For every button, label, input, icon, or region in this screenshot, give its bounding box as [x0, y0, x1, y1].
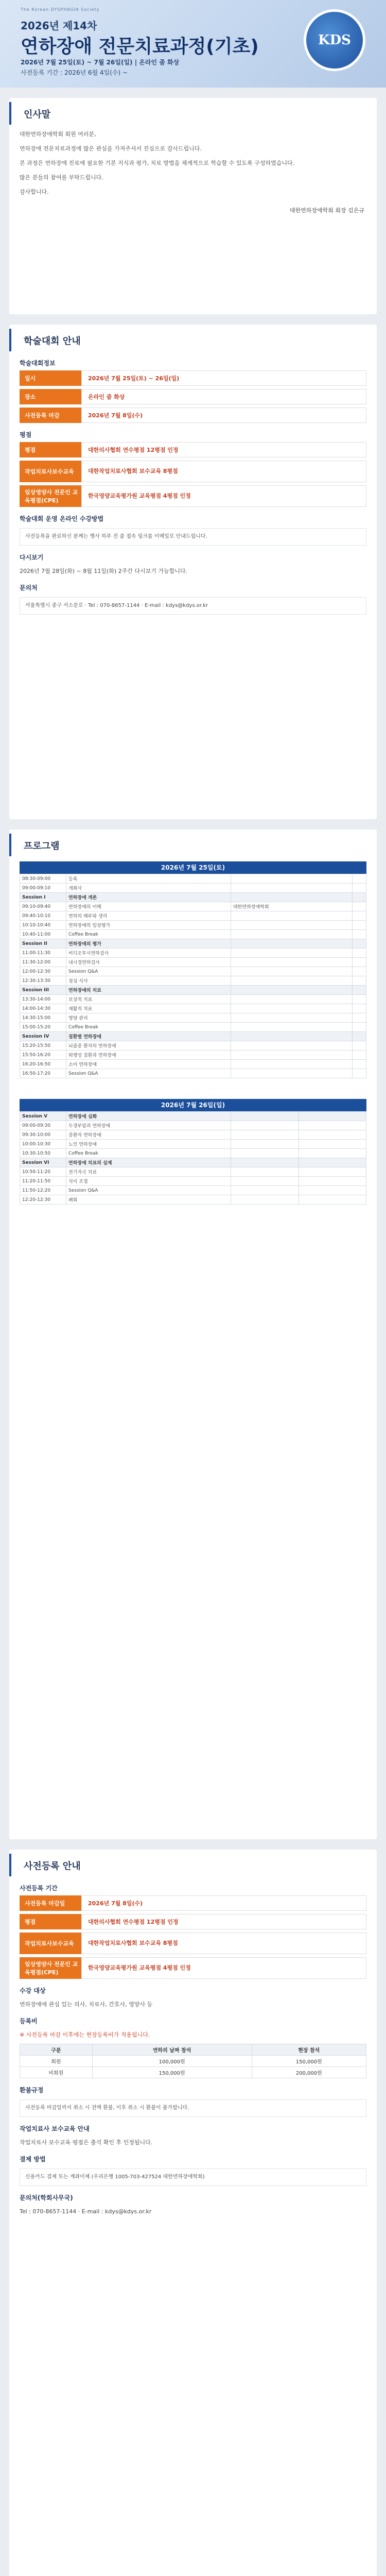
schedule-cell — [231, 1112, 299, 1121]
schedule-cell — [352, 1032, 366, 1041]
schedule-cell: 뇌졸중 환자의 연하장애 — [66, 1041, 231, 1050]
schedule-cell — [231, 1140, 299, 1149]
schedule-cell: 연하장애 심화 — [66, 1112, 231, 1121]
schedule-row — [20, 930, 366, 939]
schedule-cell — [231, 1023, 353, 1032]
schedule-cell — [231, 1060, 353, 1069]
schedule-cell: 10:00-10:30 — [20, 1140, 66, 1149]
schedule-cell — [231, 1069, 353, 1078]
banner-edition: 2026년 제14차 — [21, 20, 97, 32]
schedule-cell: 10:10-10:40 — [20, 921, 66, 930]
reg-row — [20, 1914, 366, 1929]
greeting-line: 대한연하장애학회 회원 여러분, — [20, 131, 96, 138]
schedule-row — [20, 1023, 366, 1032]
contact-heading: 문의처 — [20, 584, 38, 591]
schedule-cell: 소아 연하장애 — [66, 1060, 231, 1069]
schedule-cell: 09:30-10:00 — [20, 1130, 66, 1140]
schedule-row — [20, 902, 366, 911]
schedule-cell — [231, 1013, 353, 1023]
info-value: 2026년 7월 8일(수) — [81, 408, 366, 423]
fee-cell: 150,000원 — [92, 2067, 252, 2078]
refund-heading: 환불규정 — [20, 2087, 44, 2094]
schedule-cell: Session III — [20, 986, 66, 995]
greeting-signature: 대한연하장애학회 회장 김은규 — [289, 207, 364, 214]
schedule-cell — [352, 884, 366, 893]
schedule-cell: 10:40-11:00 — [20, 930, 66, 939]
schedule-cell — [231, 893, 353, 902]
schedule-cell — [231, 967, 353, 976]
program-title: 프로그램 — [9, 834, 377, 856]
schedule-cell: 퇴행성 질환과 연하장애 — [66, 1050, 231, 1060]
schedule-cell — [299, 1186, 366, 1195]
fee-heading: 등록비 — [20, 2018, 38, 2025]
info-title: 학술대회 안내 — [9, 329, 377, 351]
greeting-line: 본 과정은 연하장애 진료에 필요한 기본 지식과 평가, 치료 방법을 체계적으로 학습할 수 있도록 구성하였습니다. — [20, 160, 295, 166]
brand-text: The Korean DYSPHAGIA Society — [21, 7, 100, 12]
schedule-cell — [231, 1130, 299, 1140]
schedule-cell: 12:00-12:30 — [20, 967, 66, 976]
schedule-row — [20, 874, 366, 884]
reg-row — [20, 1933, 366, 1954]
schedule-cell — [352, 976, 366, 986]
schedule-cell — [352, 902, 366, 911]
schedule-row — [20, 967, 366, 976]
info-key: 장소 — [20, 389, 81, 404]
schedule-cell: 연하장애의 임상평가 — [66, 921, 231, 930]
schedule-cell: 연하장애의 치료 — [66, 986, 231, 995]
schedule-cell — [352, 1013, 366, 1023]
schedule-cell — [231, 1149, 299, 1158]
fee-cell: 150,000원 — [252, 2056, 366, 2067]
schedule-cell — [352, 967, 366, 976]
schedule-row — [20, 948, 366, 958]
day1-schedule-table — [20, 874, 366, 1078]
schedule-cell: 점심 식사 — [66, 976, 231, 986]
schedule-row — [20, 976, 366, 986]
schedule-cell — [231, 986, 353, 995]
schedule-cell — [231, 911, 353, 921]
schedule-cell: 등록 — [66, 874, 231, 884]
schedule-cell — [352, 1041, 366, 1050]
schedule-row — [20, 1041, 366, 1050]
schedule-cell: 13:30-14:00 — [20, 995, 66, 1004]
schedule-cell: 중환자 연하장애 — [66, 1130, 231, 1140]
schedule-cell — [352, 958, 366, 967]
schedule-cell — [231, 1050, 353, 1060]
schedule-cell: 09:00-09:30 — [20, 1121, 66, 1130]
reg-row — [20, 1895, 366, 1911]
schedule-cell — [352, 948, 366, 958]
credit-key: 임상영양사 전문인 교육평점(CPE) — [20, 485, 81, 507]
schedule-cell: Coffee Break — [66, 1023, 231, 1032]
schedule-row — [20, 911, 366, 921]
schedule-cell: 16:50-17:20 — [20, 1069, 66, 1078]
schedule-cell: 09:40-10:10 — [20, 911, 66, 921]
schedule-row — [20, 1004, 366, 1013]
schedule-cell: 10:30-10:50 — [20, 1149, 66, 1158]
schedule-cell: 14:30-15:00 — [20, 1013, 66, 1023]
schedule-cell: 연하장애의 평가 — [66, 939, 231, 948]
reg-key: 임상영양사 전문인 교육평점(CPE) — [20, 1957, 81, 1979]
fee-header: 구분 — [20, 2044, 93, 2056]
schedule-cell — [299, 1167, 366, 1177]
schedule-cell: 내시경연하검사 — [66, 958, 231, 967]
reg-value: 대한의사협회 연수평점 12평점 인정 — [81, 1914, 366, 1929]
schedule-cell: 노인 연하장애 — [66, 1140, 231, 1149]
schedule-cell: 12:30-13:30 — [20, 976, 66, 986]
schedule-row — [20, 1140, 366, 1149]
fee-cell: 회원 — [20, 2056, 93, 2067]
schedule-cell — [352, 986, 366, 995]
schedule-cell — [299, 1149, 366, 1158]
schedule-cell — [231, 1004, 353, 1013]
schedule-cell — [352, 1023, 366, 1032]
fee-table — [20, 2044, 366, 2078]
schedule-cell — [299, 1121, 366, 1130]
schedule-row — [20, 1149, 366, 1158]
greeting-line: 연하장애 전문치료과정에 많은 관심을 가져주셔서 진심으로 감사드립니다. — [20, 145, 202, 152]
schedule-cell: Session Q&A — [66, 1186, 231, 1195]
info-row-deadline — [20, 408, 366, 423]
fee-header: 현장 참석 — [252, 2044, 366, 2056]
schedule-cell: Coffee Break — [66, 1149, 231, 1158]
schedule-cell: 식이 조절 — [66, 1177, 231, 1186]
greeting-section — [9, 98, 377, 314]
schedule-cell: 전기자극 치료 — [66, 1167, 231, 1177]
schedule-cell: 질환별 연하장애 — [66, 1032, 231, 1041]
banner-deadline: 사전등록 기간 : 2026년 6월 4일(수) ~ — [21, 69, 128, 76]
schedule-cell — [231, 884, 353, 893]
schedule-row — [20, 1032, 366, 1041]
day2-schedule-table — [20, 1111, 366, 1205]
ot-notice-heading: 작업치료사 보수교육 안내 — [20, 2125, 90, 2132]
schedule-cell — [231, 1121, 299, 1130]
registration-title: 사전등록 안내 — [9, 1854, 377, 1876]
online-text: 사전등록을 완료하신 분께는 행사 하루 전 줌 접속 링크를 이메일로 안내드립니다. — [20, 528, 366, 546]
schedule-cell: Session VI — [20, 1158, 66, 1167]
schedule-cell — [231, 930, 353, 939]
schedule-row — [20, 1186, 366, 1195]
reg-value: 한국영양교육평가원 교육평점 4평점 인정 — [81, 1957, 366, 1979]
info-row-venue — [20, 389, 366, 404]
schedule-cell: 15:20-15:50 — [20, 1041, 66, 1050]
schedule-cell: 개회사 — [66, 884, 231, 893]
schedule-cell: 비디오투시연하검사 — [66, 948, 231, 958]
schedule-cell — [352, 1060, 366, 1069]
schedule-cell — [352, 911, 366, 921]
greeting-line: 감사합니다. — [20, 189, 49, 195]
schedule-cell: 15:50-16:20 — [20, 1050, 66, 1060]
credit-value: 대한의사협회 연수평점 12평점 인정 — [81, 442, 366, 457]
credit-heading: 평점 — [20, 431, 32, 438]
registration-section — [9, 1850, 377, 2576]
schedule-row — [20, 958, 366, 967]
schedule-cell: 재활적 치료 — [66, 1004, 231, 1013]
refund-text: 사전등록 마감일까지 취소 시 전액 환불, 이후 취소 시 환불이 불가합니다. — [20, 2099, 366, 2117]
schedule-cell: 08:30-09:00 — [20, 874, 66, 884]
schedule-row — [20, 986, 366, 995]
day1-label: 2026년 7월 25일(토) — [20, 861, 366, 874]
info-heading: 학술대회정보 — [20, 360, 56, 367]
schedule-cell — [299, 1130, 366, 1140]
schedule-row — [20, 1158, 366, 1167]
schedule-row — [20, 1013, 366, 1023]
schedule-cell — [352, 939, 366, 948]
schedule-row — [20, 1195, 366, 1205]
schedule-row — [20, 939, 366, 948]
schedule-cell — [299, 1177, 366, 1186]
schedule-cell — [231, 1195, 299, 1205]
payment-text: 신용카드 결제 또는 계좌이체 (우리은행 1005-703-427524 대한연하장애학회) — [20, 2168, 366, 2186]
society-logo: KDS — [304, 9, 365, 71]
schedule-cell — [352, 1004, 366, 1013]
fee-cell: 비회원 — [20, 2067, 93, 2078]
target-text: 연하장애에 관심 있는 의사, 치료사, 간호사, 영양사 등 — [20, 2001, 153, 2008]
schedule-row — [20, 1112, 366, 1121]
reg-value: 대한작업치료사협회 보수교육 8평점 — [81, 1933, 366, 1954]
schedule-cell: 12:20-12:30 — [20, 1195, 66, 1205]
credit-value: 한국영양교육평가원 교육평점 4평점 인정 — [81, 485, 366, 507]
schedule-cell: 두경부암과 연하장애 — [66, 1121, 231, 1130]
schedule-cell: 10:50-11:20 — [20, 1167, 66, 1177]
schedule-cell: 11:30-12:00 — [20, 958, 66, 967]
reg-key: 작업치료사보수교육 — [20, 1933, 81, 1954]
contact-text: 서울특별시 중구 서소문로 · Tel : 070-8657-1144 · E-mail : kdys@kdys.or.kr — [20, 597, 366, 615]
fee-note: ※ 사전등록 마감 이후에는 현장등록비가 적용됩니다. — [20, 2031, 150, 2038]
schedule-cell: Coffee Break — [66, 930, 231, 939]
reg-period-heading: 사전등록 기간 — [20, 1885, 58, 1892]
info-value: 온라인 줌 화상 — [81, 389, 366, 404]
schedule-cell — [231, 1186, 299, 1195]
schedule-cell: 14:00-14:30 — [20, 1004, 66, 1013]
greeting-line: 많은 분들의 참여를 부탁드립니다. — [20, 174, 103, 181]
schedule-cell: Session II — [20, 939, 66, 948]
credit-row — [20, 442, 366, 457]
schedule-cell: 폐회 — [66, 1195, 231, 1205]
schedule-cell: 대한연하장애학회 — [231, 902, 353, 911]
schedule-cell — [352, 1069, 366, 1078]
schedule-cell — [231, 995, 353, 1004]
schedule-cell: 11:20-11:50 — [20, 1177, 66, 1186]
schedule-cell — [231, 874, 353, 884]
schedule-cell: 09:00-09:10 — [20, 884, 66, 893]
program-section — [9, 829, 377, 1839]
day2-label: 2026년 7월 26일(일) — [20, 1099, 366, 1111]
schedule-row — [20, 1167, 366, 1177]
credit-key: 작업치료사보수교육 — [20, 461, 81, 482]
schedule-cell — [352, 874, 366, 884]
schedule-row — [20, 1121, 366, 1130]
reg-value: 2026년 7월 8일(수) — [81, 1895, 366, 1911]
schedule-cell — [231, 976, 353, 986]
schedule-cell — [231, 1032, 353, 1041]
schedule-cell — [231, 1041, 353, 1050]
credit-value: 대한작업치료사협회 보수교육 8평점 — [81, 461, 366, 482]
schedule-cell: Session V — [20, 1112, 66, 1121]
greeting-title: 인사말 — [9, 102, 377, 125]
schedule-cell: 11:50-12:20 — [20, 1186, 66, 1195]
schedule-cell: 09:10-09:40 — [20, 902, 66, 911]
schedule-cell — [299, 1195, 366, 1205]
schedule-cell — [231, 1177, 299, 1186]
schedule-cell — [352, 1050, 366, 1060]
info-row-date — [20, 370, 366, 386]
schedule-row — [20, 995, 366, 1004]
schedule-cell: 보상적 치료 — [66, 995, 231, 1004]
schedule-cell — [352, 893, 366, 902]
schedule-cell — [231, 921, 353, 930]
online-heading: 학술대회 운영 온라인 수강방법 — [20, 515, 104, 522]
schedule-cell — [231, 1158, 299, 1167]
schedule-row — [20, 1069, 366, 1078]
schedule-cell — [299, 1112, 366, 1121]
info-section — [9, 325, 377, 819]
schedule-cell: Session Q&A — [66, 967, 231, 976]
replay-heading: 다시보기 — [20, 554, 44, 561]
schedule-cell: 연하장애의 이해 — [66, 902, 231, 911]
info-value: 2026년 7월 25일(토) ~ 26일(일) — [81, 370, 366, 386]
schedule-row — [20, 884, 366, 893]
header-banner — [0, 0, 386, 88]
schedule-row — [20, 1130, 366, 1140]
schedule-row — [20, 921, 366, 930]
credit-row — [20, 461, 366, 482]
schedule-row — [20, 893, 366, 902]
schedule-cell — [299, 1140, 366, 1149]
banner-dates: 2026년 7월 25일(토) ~ 7월 26일(일) | 온라인 줌 화상 — [21, 59, 180, 66]
schedule-cell — [352, 930, 366, 939]
schedule-cell — [299, 1158, 366, 1167]
schedule-cell: Session Q&A — [66, 1069, 231, 1078]
schedule-cell: 연하장애 치료의 실제 — [66, 1158, 231, 1167]
schedule-row — [20, 1177, 366, 1186]
office-contact-text: Tel : 070-8657-1144 · E-mail : kdys@kdys.or.kr — [20, 2208, 152, 2215]
payment-heading: 결제 방법 — [20, 2156, 46, 2163]
schedule-cell — [231, 958, 353, 967]
fee-header: 연하의 날짜 참석 — [92, 2044, 252, 2056]
schedule-cell — [352, 995, 366, 1004]
info-key: 사전등록 마감 — [20, 408, 81, 423]
replay-text: 2026년 7월 28일(화) ~ 8월 11일(화) 2주간 다시보기 가능합니다. — [20, 568, 188, 574]
schedule-cell — [231, 939, 353, 948]
office-contact-heading: 문의처(학회사무국) — [20, 2194, 73, 2201]
credit-row — [20, 485, 366, 507]
schedule-row — [20, 1060, 366, 1069]
schedule-cell: 영양 관리 — [66, 1013, 231, 1023]
schedule-row — [20, 1050, 366, 1060]
schedule-cell — [231, 948, 353, 958]
credit-key: 평점 — [20, 442, 81, 457]
schedule-cell — [352, 921, 366, 930]
schedule-cell: 연하장애 개론 — [66, 893, 231, 902]
reg-key: 평점 — [20, 1914, 81, 1929]
info-key: 일시 — [20, 370, 81, 386]
fee-cell: 200,000원 — [252, 2067, 366, 2078]
reg-key: 사전등록 마감일 — [20, 1895, 81, 1911]
schedule-cell — [231, 1167, 299, 1177]
schedule-cell: Session I — [20, 893, 66, 902]
fee-cell: 100,000원 — [92, 2056, 252, 2067]
target-heading: 수강 대상 — [20, 1987, 46, 1994]
schedule-cell: 15:00-15:20 — [20, 1023, 66, 1032]
banner-title: 연하장애 전문치료과정(기초) — [21, 36, 259, 57]
schedule-cell: 연하의 해부와 생리 — [66, 911, 231, 921]
ot-notice-text: 작업치료사 보수교육 평점은 출석 확인 후 인정됩니다. — [20, 2139, 153, 2146]
schedule-cell: Session IV — [20, 1032, 66, 1041]
schedule-cell: 11:00-11:30 — [20, 948, 66, 958]
reg-row — [20, 1957, 366, 1979]
schedule-cell: 16:20-16:50 — [20, 1060, 66, 1069]
